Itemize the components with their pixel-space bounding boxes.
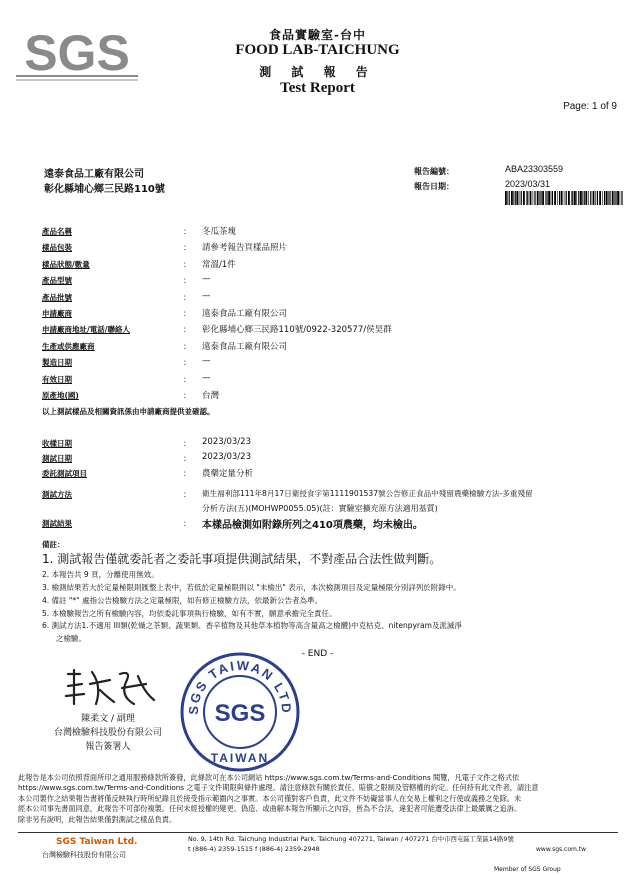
barcode-bar bbox=[585, 191, 587, 205]
barcode-bar bbox=[571, 191, 572, 205]
barcode-bar bbox=[604, 191, 605, 205]
barcode-bar bbox=[505, 191, 507, 205]
field-colon: ： bbox=[183, 454, 191, 463]
sample-field-label: 原產地(國) bbox=[42, 391, 79, 400]
barcode-bar bbox=[548, 191, 550, 205]
sample-field-label: 產品名稱 bbox=[42, 227, 72, 236]
report-date-value: 2023/03/31 bbox=[505, 179, 551, 189]
report-title-en: Test Report bbox=[280, 80, 355, 96]
test-field-value: 農藥定量分析 bbox=[202, 469, 254, 479]
barcode-bar bbox=[527, 191, 528, 205]
remark-item: 4. 備註 "*" 處指公告檢驗方法之定量極限，如有修正檢驗方法，依最新公告者為準。 bbox=[42, 595, 322, 605]
sample-field-label: 產品型號 bbox=[42, 276, 72, 286]
field-colon: ： bbox=[183, 309, 191, 318]
barcode-bar bbox=[599, 191, 601, 205]
barcode-bar bbox=[608, 191, 609, 205]
disclaimer-line: https://www.sgs.com.tw/Terms-and-Conditions 之電子文件期限與條件處理。請注意條款有關於責任、賠償之限制及管轄權的約定。任何持有此文件者，請注意 bbox=[18, 783, 539, 793]
sample-field-value: 遠泰食品工廠有限公司 bbox=[202, 341, 288, 352]
barcode-bar bbox=[582, 191, 583, 205]
remark-item: 3. 檢測結果若大於定量極限則匯整上表中，若低於定量極限則以 "未檢出" 表示，本次檢測項目及定量極限分別詳列於附錄中。 bbox=[42, 583, 461, 593]
sample-field-label: 申請廠商地址/電話/聯絡人 bbox=[42, 325, 130, 335]
sample-field-value: 彰化縣埔心鄉三民路110號/0922-320577/侯昊群 bbox=[202, 325, 392, 336]
test-field-label: 測試結果 bbox=[42, 519, 72, 528]
barcode-bar bbox=[568, 191, 570, 205]
field-colon: ： bbox=[183, 374, 191, 384]
test-field-value: 2023/03/23 bbox=[202, 437, 251, 447]
sample-field-value: 台灣 bbox=[202, 391, 220, 401]
logo-text: SGS bbox=[24, 25, 130, 81]
method-line2: 分析方法(五)(MOHWP0055.05)(註：實驗室擴充原方法適用基質) bbox=[202, 504, 438, 513]
barcode-bar bbox=[533, 191, 534, 205]
barcode-bar bbox=[513, 191, 514, 205]
barcode-bar bbox=[523, 191, 525, 205]
barcode-bar bbox=[578, 191, 579, 205]
barcode-bar bbox=[551, 191, 552, 205]
field-colon: ： bbox=[183, 358, 191, 368]
seal-bottom-text: TAIWAN bbox=[210, 751, 270, 765]
barcode-bar bbox=[516, 191, 518, 205]
barcode-bar bbox=[588, 191, 589, 205]
field-colon: ： bbox=[183, 439, 191, 448]
barcode-bar bbox=[620, 191, 621, 205]
barcode-bar bbox=[559, 191, 560, 205]
sample-field-label: 樣品狀態/數量 bbox=[42, 259, 90, 269]
sample-field-label: 有效日期 bbox=[42, 374, 72, 384]
sample-field-label: 樣品包裝 bbox=[42, 243, 72, 253]
barcode-bar bbox=[602, 191, 603, 205]
signature-image bbox=[62, 666, 158, 710]
barcode-bar bbox=[572, 191, 573, 205]
barcode-bar bbox=[593, 191, 595, 205]
barcode-bar bbox=[526, 191, 527, 205]
barcode-bar bbox=[542, 191, 544, 205]
signatory-company: 台灣檢驗科技股份有限公司 bbox=[53, 728, 162, 738]
sample-field-value: — bbox=[202, 356, 211, 367]
disclaimer-line: 除非另有說明，此報告結果僅對測試之樣品負責。 bbox=[18, 814, 177, 824]
test-field-value: 2023/03/23 bbox=[202, 452, 251, 462]
barcode-bar bbox=[561, 191, 563, 205]
disclaimer-line: 經本公司事先書面同意，此報告不可部份複製。任何未經授權的變更、偽造、或曲解本報告所顯示之內容，皆為不合法，違犯者可能遭受法律上最嚴厲之追訴。 bbox=[18, 804, 522, 814]
barcode-bar bbox=[509, 191, 510, 205]
barcode-bar bbox=[614, 191, 615, 205]
barcode-bar bbox=[545, 191, 546, 205]
company-seal bbox=[178, 650, 302, 774]
barcode-bar bbox=[507, 191, 508, 205]
end-marker: - END - bbox=[301, 649, 334, 659]
field-colon: ： bbox=[183, 243, 191, 253]
barcode-bar bbox=[615, 191, 616, 205]
barcode bbox=[505, 191, 623, 205]
barcode-bar bbox=[584, 191, 585, 205]
disclaimer-line: 此報告是本公司依照背面所印之通用服務條款所簽發，此條款可在本公司網站 https://www.sgs.com.tw/Terms-and-Conditions 閱覽，凡電子文件之格式依 bbox=[18, 773, 520, 782]
barcode-bar bbox=[521, 191, 522, 205]
remarks-title: 備註： bbox=[42, 540, 65, 549]
field-colon: ： bbox=[183, 341, 191, 351]
footer-url: www.sgs.com.tw bbox=[536, 846, 587, 853]
footer-company-zh: 台灣檢驗科技股份有限公司 bbox=[42, 851, 126, 859]
seal-center-text: SGS bbox=[214, 700, 266, 727]
barcode-bar bbox=[609, 191, 610, 205]
sample-field-value: 冬瓜茶塊 bbox=[202, 227, 237, 237]
remarks-list bbox=[42, 549, 612, 646]
footer-company-en: SGS Taiwan Ltd. bbox=[56, 837, 138, 847]
barcode-bar bbox=[557, 191, 558, 205]
disclaimer-line: 本公司製作之結果報告書將僅反映執行時所紀錄且於接受指示範圍內之事實。本公司僅對客戶負責，此文件不妨礙當事人在交易上權利之行使或義務之免除。未 bbox=[18, 793, 522, 803]
barcode-bar bbox=[511, 191, 513, 205]
test-field-label: 收樣日期 bbox=[42, 439, 72, 448]
barcode-bar bbox=[554, 191, 556, 205]
field-colon: ： bbox=[183, 490, 191, 499]
barcode-bar bbox=[519, 191, 520, 205]
barcode-bar bbox=[590, 191, 591, 205]
barcode-bar bbox=[606, 191, 608, 205]
test-field-label: 委託測試項目 bbox=[42, 469, 87, 478]
field-colon: ： bbox=[183, 292, 191, 302]
barcode-bar bbox=[546, 191, 547, 205]
footer-member: Member of SGS Group bbox=[494, 866, 561, 873]
field-colon: ： bbox=[183, 519, 191, 528]
barcode-bar bbox=[597, 191, 598, 205]
footer-divider bbox=[18, 832, 618, 833]
footer-address: No. 9, 14th Rd. Taichung Industrial Park, Taichung 407271, Taiwan / 407271 台中市西屯區工業區14路9號 t (886-4) 2359-1515 f (886-4) 2359-2948 bbox=[188, 835, 514, 853]
barcode-bar bbox=[576, 191, 577, 205]
report-date-label: 報告日期： bbox=[414, 182, 454, 191]
sample-field-value: 請參考報告頁樣品照片 bbox=[202, 243, 288, 254]
page-number: Page: 1 of 9 bbox=[563, 101, 617, 112]
field-colon: ： bbox=[183, 259, 191, 269]
barcode-bar bbox=[537, 191, 539, 205]
barcode-bar bbox=[612, 191, 614, 205]
barcode-bar bbox=[595, 191, 596, 205]
field-colon: ： bbox=[183, 276, 191, 286]
remark-item: 5. 本檢驗報告之所有檢驗內容，均依委託事項執行檢驗，如有不實，願意承擔完全責任。 bbox=[42, 608, 337, 618]
field-colon: ： bbox=[183, 469, 191, 478]
test-field-value: 本樣品檢測如附錄所列之410項農藥，均未檢出。 bbox=[202, 520, 423, 531]
sample-field-value: 遠泰食品工廠有限公司 bbox=[202, 309, 288, 319]
disclaimer bbox=[18, 773, 618, 825]
barcode-bar bbox=[564, 191, 565, 205]
barcode-bar bbox=[530, 191, 532, 205]
test-field-value: 衛生福利部111年8月17日衛授食字第1111901537號公告修正食品中殘留農藥檢驗方法-多重殘留 bbox=[202, 489, 533, 498]
barcode-bar bbox=[621, 191, 622, 205]
sample-field-label: 生產或供應廠商 bbox=[42, 341, 95, 351]
barcode-bar bbox=[515, 191, 516, 205]
client-address: 彰化縣埔心鄉三民路110號 bbox=[44, 184, 165, 195]
seal-ring-text: SGS TAIWAN LTD bbox=[185, 657, 295, 716]
remark-item-cont: 之檢驗。 bbox=[56, 634, 86, 644]
remark-item: 2. 本報告共 9 頁，分離使用無效。 bbox=[42, 570, 159, 580]
sample-field-value: — bbox=[202, 274, 211, 285]
sample-note: 以上測試樣品及相關資訊係由申請廠商提供並確認。 bbox=[42, 407, 215, 416]
sample-field-label: 產品批號 bbox=[42, 292, 72, 302]
signatory-name: 陳柔文 / 副理 bbox=[81, 714, 135, 724]
report-title-zh: 測 試 報 告 bbox=[259, 65, 376, 79]
field-colon: ： bbox=[183, 227, 191, 236]
sample-field-value: 常溫/1件 bbox=[202, 259, 236, 270]
barcode-bar bbox=[552, 191, 553, 205]
sample-field-value: — bbox=[202, 290, 211, 301]
barcode-bar bbox=[580, 191, 582, 205]
barcode-bar bbox=[617, 191, 619, 205]
sample-field-value: — bbox=[202, 372, 211, 383]
barcode-bar bbox=[540, 191, 541, 205]
remark-item: 1. 測試報告僅就委託者之委託事項提供測試結果，不對產品合法性做判斷。 bbox=[42, 552, 442, 566]
test-field-label: 測試方法 bbox=[42, 490, 72, 499]
barcode-bar bbox=[539, 191, 540, 205]
field-colon: ： bbox=[183, 325, 191, 335]
sample-field-label: 申請廠商 bbox=[42, 309, 72, 318]
lab-title-en: FOOD LAB-TAICHUNG bbox=[235, 42, 400, 58]
remark-item: 6. 測試方法1.不適用 III類(乾燥之茶類、蔬果類、香辛植物及其他草本植物等高含量高之檢體)中克枯克、nitenpyram及派滅淨 bbox=[42, 621, 462, 631]
barcode-bar bbox=[566, 191, 567, 205]
report-no-value: ABA23303559 bbox=[505, 164, 564, 174]
barcode-bar bbox=[574, 191, 576, 205]
sample-field-label: 製造日期 bbox=[42, 358, 72, 368]
report-no-label: 報告編號： bbox=[414, 167, 454, 176]
signatory-role: 報告簽署人 bbox=[85, 742, 131, 752]
barcode-bar bbox=[534, 191, 535, 205]
lab-title-zh: 食品實驗室-台中 bbox=[269, 28, 366, 42]
field-colon: ： bbox=[183, 391, 191, 400]
test-field-label: 測試日期 bbox=[42, 454, 72, 463]
client-name: 遠泰食品工廠有限公司 bbox=[44, 169, 144, 180]
